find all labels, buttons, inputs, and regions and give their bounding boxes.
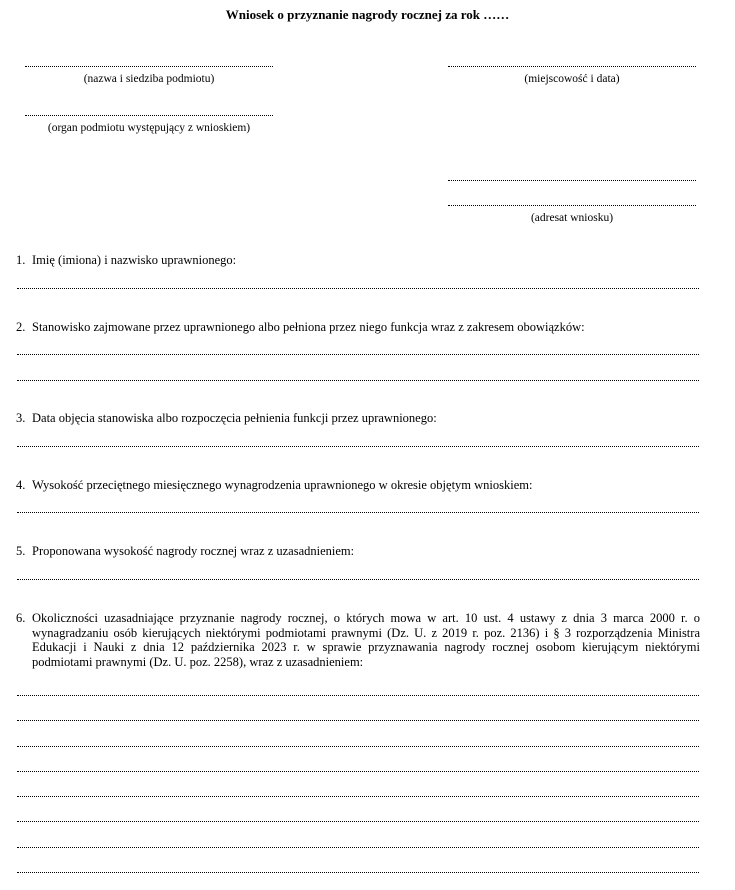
question-2 <box>16 320 700 336</box>
answer-line[interactable] <box>17 746 699 747</box>
addressee-caption: (adresat wniosku) <box>530 212 614 224</box>
answer-line[interactable] <box>17 720 699 721</box>
entity-name-caption: (nazwa i siedziba podmiotu) <box>83 73 215 85</box>
question-3 <box>16 411 700 427</box>
question-5 <box>16 544 700 560</box>
question-text: Imię (imiona) i nazwisko uprawnionego: <box>32 253 237 267</box>
page-title: Wniosek o przyznanie nagrody rocznej za rok …… <box>225 7 510 22</box>
place-date-field[interactable] <box>448 66 696 67</box>
answer-line[interactable] <box>17 821 699 822</box>
question-text: Wysokość przeciętnego miesięcznego wynagrodzenia uprawnionego w okresie objętym wnioskiem: <box>32 478 533 492</box>
question-6 <box>16 611 700 675</box>
answer-line[interactable] <box>17 872 699 873</box>
question-number: 4. <box>16 478 26 492</box>
answer-line[interactable] <box>17 796 699 797</box>
answer-line[interactable] <box>17 695 699 696</box>
question-1 <box>16 253 700 269</box>
question-number: 3. <box>16 411 26 425</box>
addressee-field-line-2[interactable] <box>448 205 696 206</box>
answer-line[interactable] <box>17 512 699 513</box>
answer-line[interactable] <box>17 446 699 447</box>
answer-line[interactable] <box>17 579 699 580</box>
addressee-field-line-1[interactable] <box>448 180 696 181</box>
place-date-caption: (miejscowość i data) <box>524 73 620 85</box>
question-text: Data objęcia stanowiska albo rozpoczęcia pełnienia funkcji przez uprawnionego: <box>32 411 437 425</box>
organ-caption: (organ podmiotu występujący z wnioskiem) <box>47 122 251 134</box>
answer-line[interactable] <box>17 771 699 772</box>
answer-line[interactable] <box>17 847 699 848</box>
organ-field[interactable] <box>25 115 273 116</box>
question-text: Okoliczności uzasadniające przyznanie nagrody rocznej, o których mowa w art. 10 ust. 4 ustawy z dnia 3 marca 2000 r. o wynagradzaniu osób kierujących niektórymi podmiotami prawnymi (Dz. U. z 2019 r. poz. 2136) i § 3 rozporządzenia Ministra Edukacji i Nauki z dnia 12 października 2023 r. w sprawie przyznawania nagrody rocznej osobom kierującym niektórymi podmiotami prawnymi (Dz. U. poz. 2258), wraz z uzasadnieniem: <box>32 611 700 669</box>
answer-line[interactable] <box>17 288 699 289</box>
answer-line[interactable] <box>17 354 699 355</box>
question-number: 2. <box>16 320 26 334</box>
question-text: Stanowisko zajmowane przez uprawnionego albo pełniona przez niego funkcja wraz z zakresem obowiązków: <box>32 320 585 334</box>
question-number: 1. <box>16 253 26 267</box>
question-4 <box>16 478 700 494</box>
question-text: Proponowana wysokość nagrody rocznej wraz z uzasadnieniem: <box>32 544 355 558</box>
question-number: 5. <box>16 544 26 558</box>
question-number: 6. <box>16 611 26 625</box>
answer-line[interactable] <box>17 380 699 381</box>
entity-name-field[interactable] <box>25 66 273 67</box>
